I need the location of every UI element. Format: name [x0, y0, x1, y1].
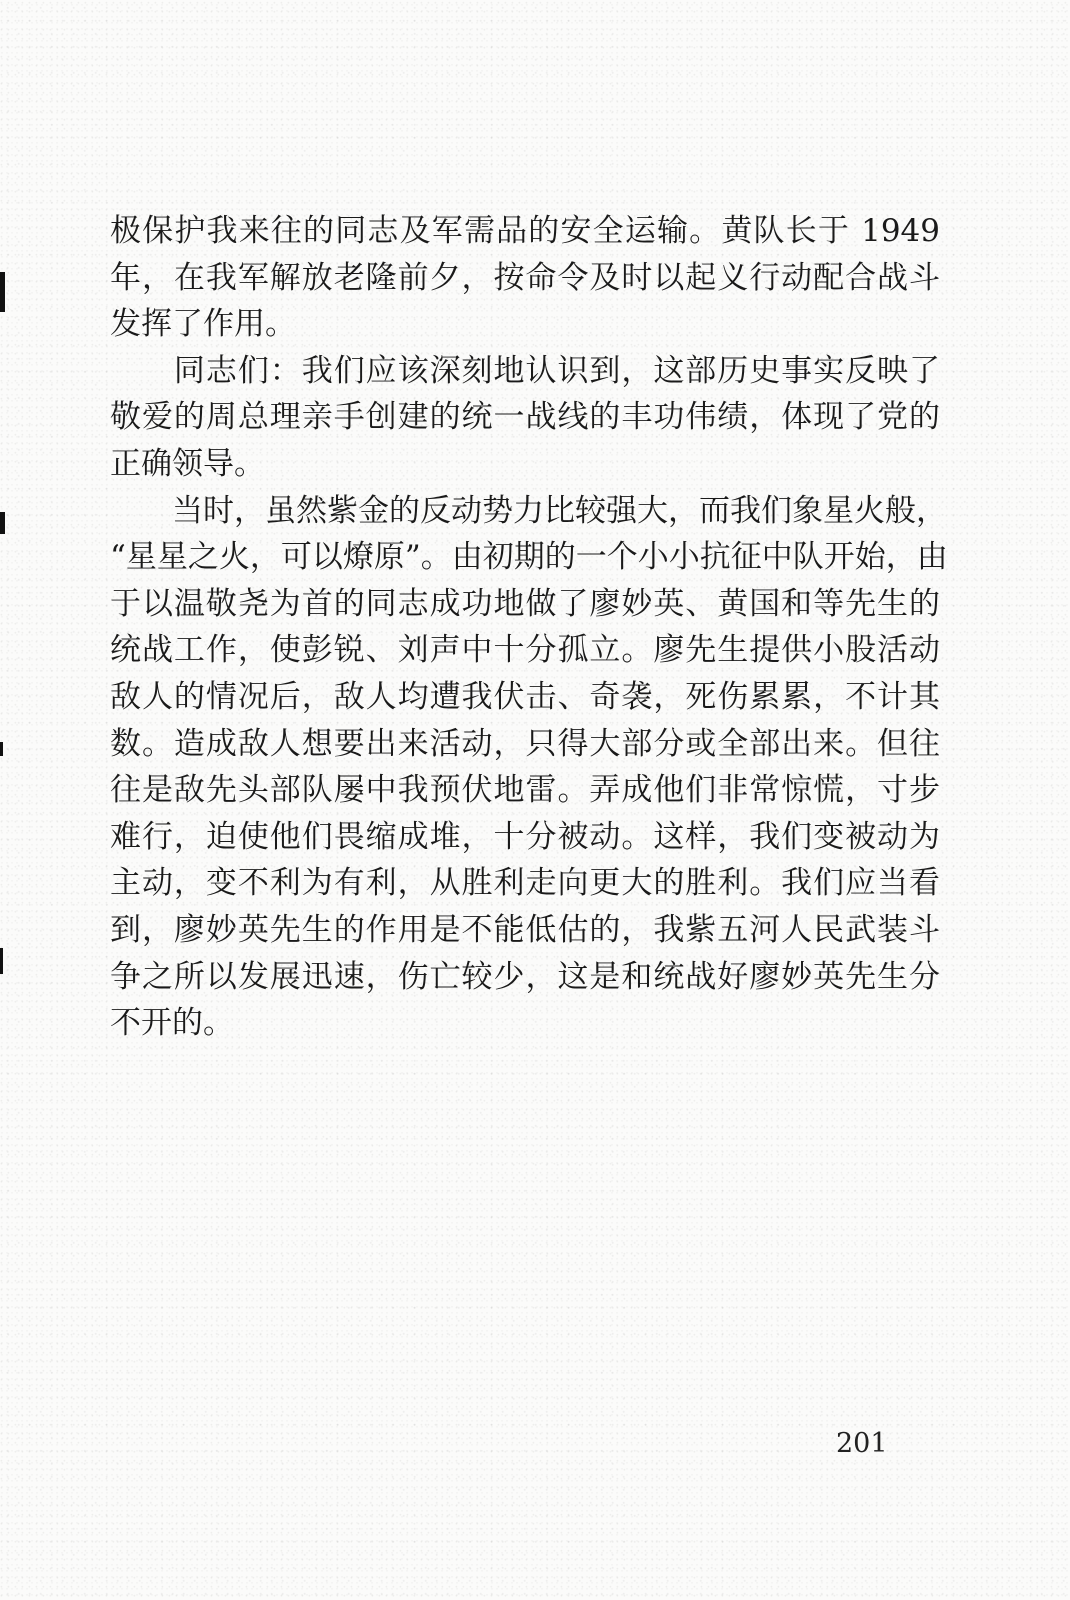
page-number: 201 [836, 1428, 888, 1459]
text-line: 敬爱的周总理亲手创建的统一战线的丰功伟绩，体现了党的 [110, 399, 940, 436]
scan-edge-mark [0, 512, 5, 534]
text-line: 当时，虽然紫金的反动势力比较强大，而我们象星火般， [110, 492, 947, 529]
text-line: 年，在我军解放老隆前夕，按命令及时以起义行动配合战斗 [110, 259, 940, 296]
scan-edge-mark [0, 272, 5, 312]
scan-edge-mark [0, 742, 3, 756]
text-line: 往是敌先头部队屡中我预伏地雷。弄成他们非常惊慌，寸步 [110, 772, 940, 809]
text-line: 极保护我来往的同志及军需品的安全运输。黄队长于 1949 [110, 213, 940, 249]
text-line: 到，廖妙英先生的作用是不能低估的，我紫五河人民武装斗 [110, 911, 940, 948]
text-line: 数。造成敌人想要出来活动，只得大部分或全部出来。但往 [110, 725, 940, 762]
body-text [110, 208, 948, 1047]
text-line: 于以温敬尧为首的同志成功地做了廖妙英、黄国和等先生的 [110, 585, 940, 622]
text-line: 敌人的情况后，敌人均遭我伏击、奇袭，死伤累累，不计其 [110, 678, 940, 715]
text-line: 争之所以发展迅速，伤亡较少，这是和统战好廖妙英先生分 [110, 958, 940, 995]
text-line: 主动，变不利为有利，从胜利走向更大的胜利。我们应当看 [110, 865, 940, 902]
scan-edge-mark [0, 948, 3, 974]
text-line: 正确领导。 [110, 445, 265, 482]
text-line: 同志们：我们应该深刻地认识到，这部历史事实反映了 [110, 352, 940, 389]
text-line: “星星之火，可以燎原”。由初期的一个小小抗征中队开始，由 [110, 539, 948, 576]
text-line: 发挥了作用。 [110, 306, 296, 343]
text-line: 统战工作，使彭锐、刘声中十分孤立。廖先生提供小股活动 [110, 632, 940, 669]
text-line: 不开的。 [110, 1005, 234, 1042]
text-line: 难行，迫使他们畏缩成堆，十分被动。这样，我们变被动为 [110, 818, 940, 855]
